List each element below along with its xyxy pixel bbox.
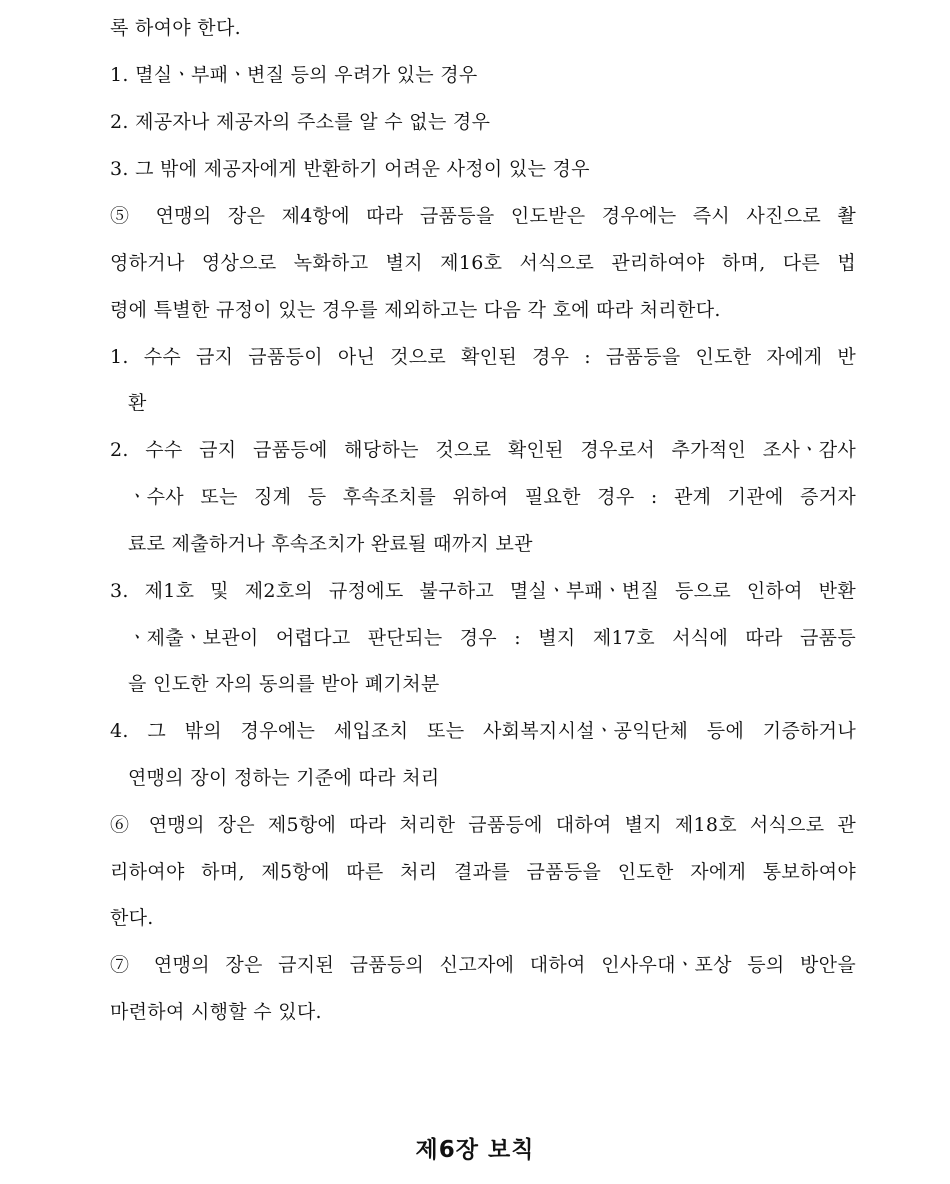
paragraph-7-line: 마련하여 시행할 수 있다. — [110, 1001, 322, 1023]
list-item-continuation: 연맹의 장이 정하는 기준에 따라 처리 — [128, 767, 440, 789]
list-item-continuation: 환 — [128, 392, 147, 414]
list-item: 1. 멸실ㆍ부패ㆍ변질 등의 우려가 있는 경우 — [110, 64, 478, 86]
paragraph-7-line: ⑦ 연맹의 장은 금지된 금품등의 신고자에 대하여 인사우대ㆍ포상 등의 방안을 — [110, 954, 856, 976]
paragraph-5-line: 령에 특별한 규정이 있는 경우를 제외하고는 다음 각 호에 따라 처리한다. — [110, 299, 721, 321]
list-item: 2. 수수 금지 금품등에 해당하는 것으로 확인된 경우로서 추가적인 조사ㆍ감사 — [110, 439, 856, 461]
paragraph-5-line: 영하거나 영상으로 녹화하고 별지 제16호 서식으로 관리하여야 하며, 다른 법 — [110, 252, 856, 274]
chapter-heading: 제6장 보칙 — [415, 1137, 535, 1163]
list-item: 3. 그 밖에 제공자에게 반환하기 어려운 사정이 있는 경우 — [110, 158, 590, 180]
paragraph-6-line: 한다. — [110, 907, 154, 929]
list-item: 4. 그 밖의 경우에는 세입조치 또는 사회복지시설ㆍ공익단체 등에 기증하거나 — [110, 720, 856, 742]
paragraph-6-line: 리하여야 하며, 제5항에 따른 처리 결과를 금품등을 인도한 자에게 통보하여야 — [110, 861, 856, 883]
paragraph-5-line: ⑤ 연맹의 장은 제4항에 따라 금품등을 인도받은 경우에는 즉시 사진으로 촬 — [110, 205, 856, 227]
list-item-continuation: ㆍ제출ㆍ보관이 어렵다고 판단되는 경우 : 별지 제17호 서식에 따라 금품등 — [128, 627, 856, 649]
list-item-continuation: 료로 제출하거나 후속조치가 완료될 때까지 보관 — [128, 533, 533, 555]
list-item: 3. 제1호 및 제2호의 규정에도 불구하고 멸실ㆍ부패ㆍ변질 등으로 인하여 반환 — [110, 580, 856, 602]
list-item-continuation: 을 인도한 자의 동의를 받아 폐기처분 — [128, 673, 440, 695]
text-line: 록 하여야 한다. — [110, 17, 241, 39]
paragraph-6-line: ⑥ 연맹의 장은 제5항에 따라 처리한 금품등에 대하여 별지 제18호 서식으로 관 — [110, 814, 856, 836]
list-item: 1. 수수 금지 금품등이 아닌 것으로 확인된 경우 : 금품등을 인도한 자에게 반 — [110, 346, 856, 368]
list-item: 2. 제공자나 제공자의 주소를 알 수 없는 경우 — [110, 111, 491, 133]
list-item-continuation: ㆍ수사 또는 징계 등 후속조치를 위하여 필요한 경우 : 관계 기관에 증거자 — [128, 486, 856, 508]
